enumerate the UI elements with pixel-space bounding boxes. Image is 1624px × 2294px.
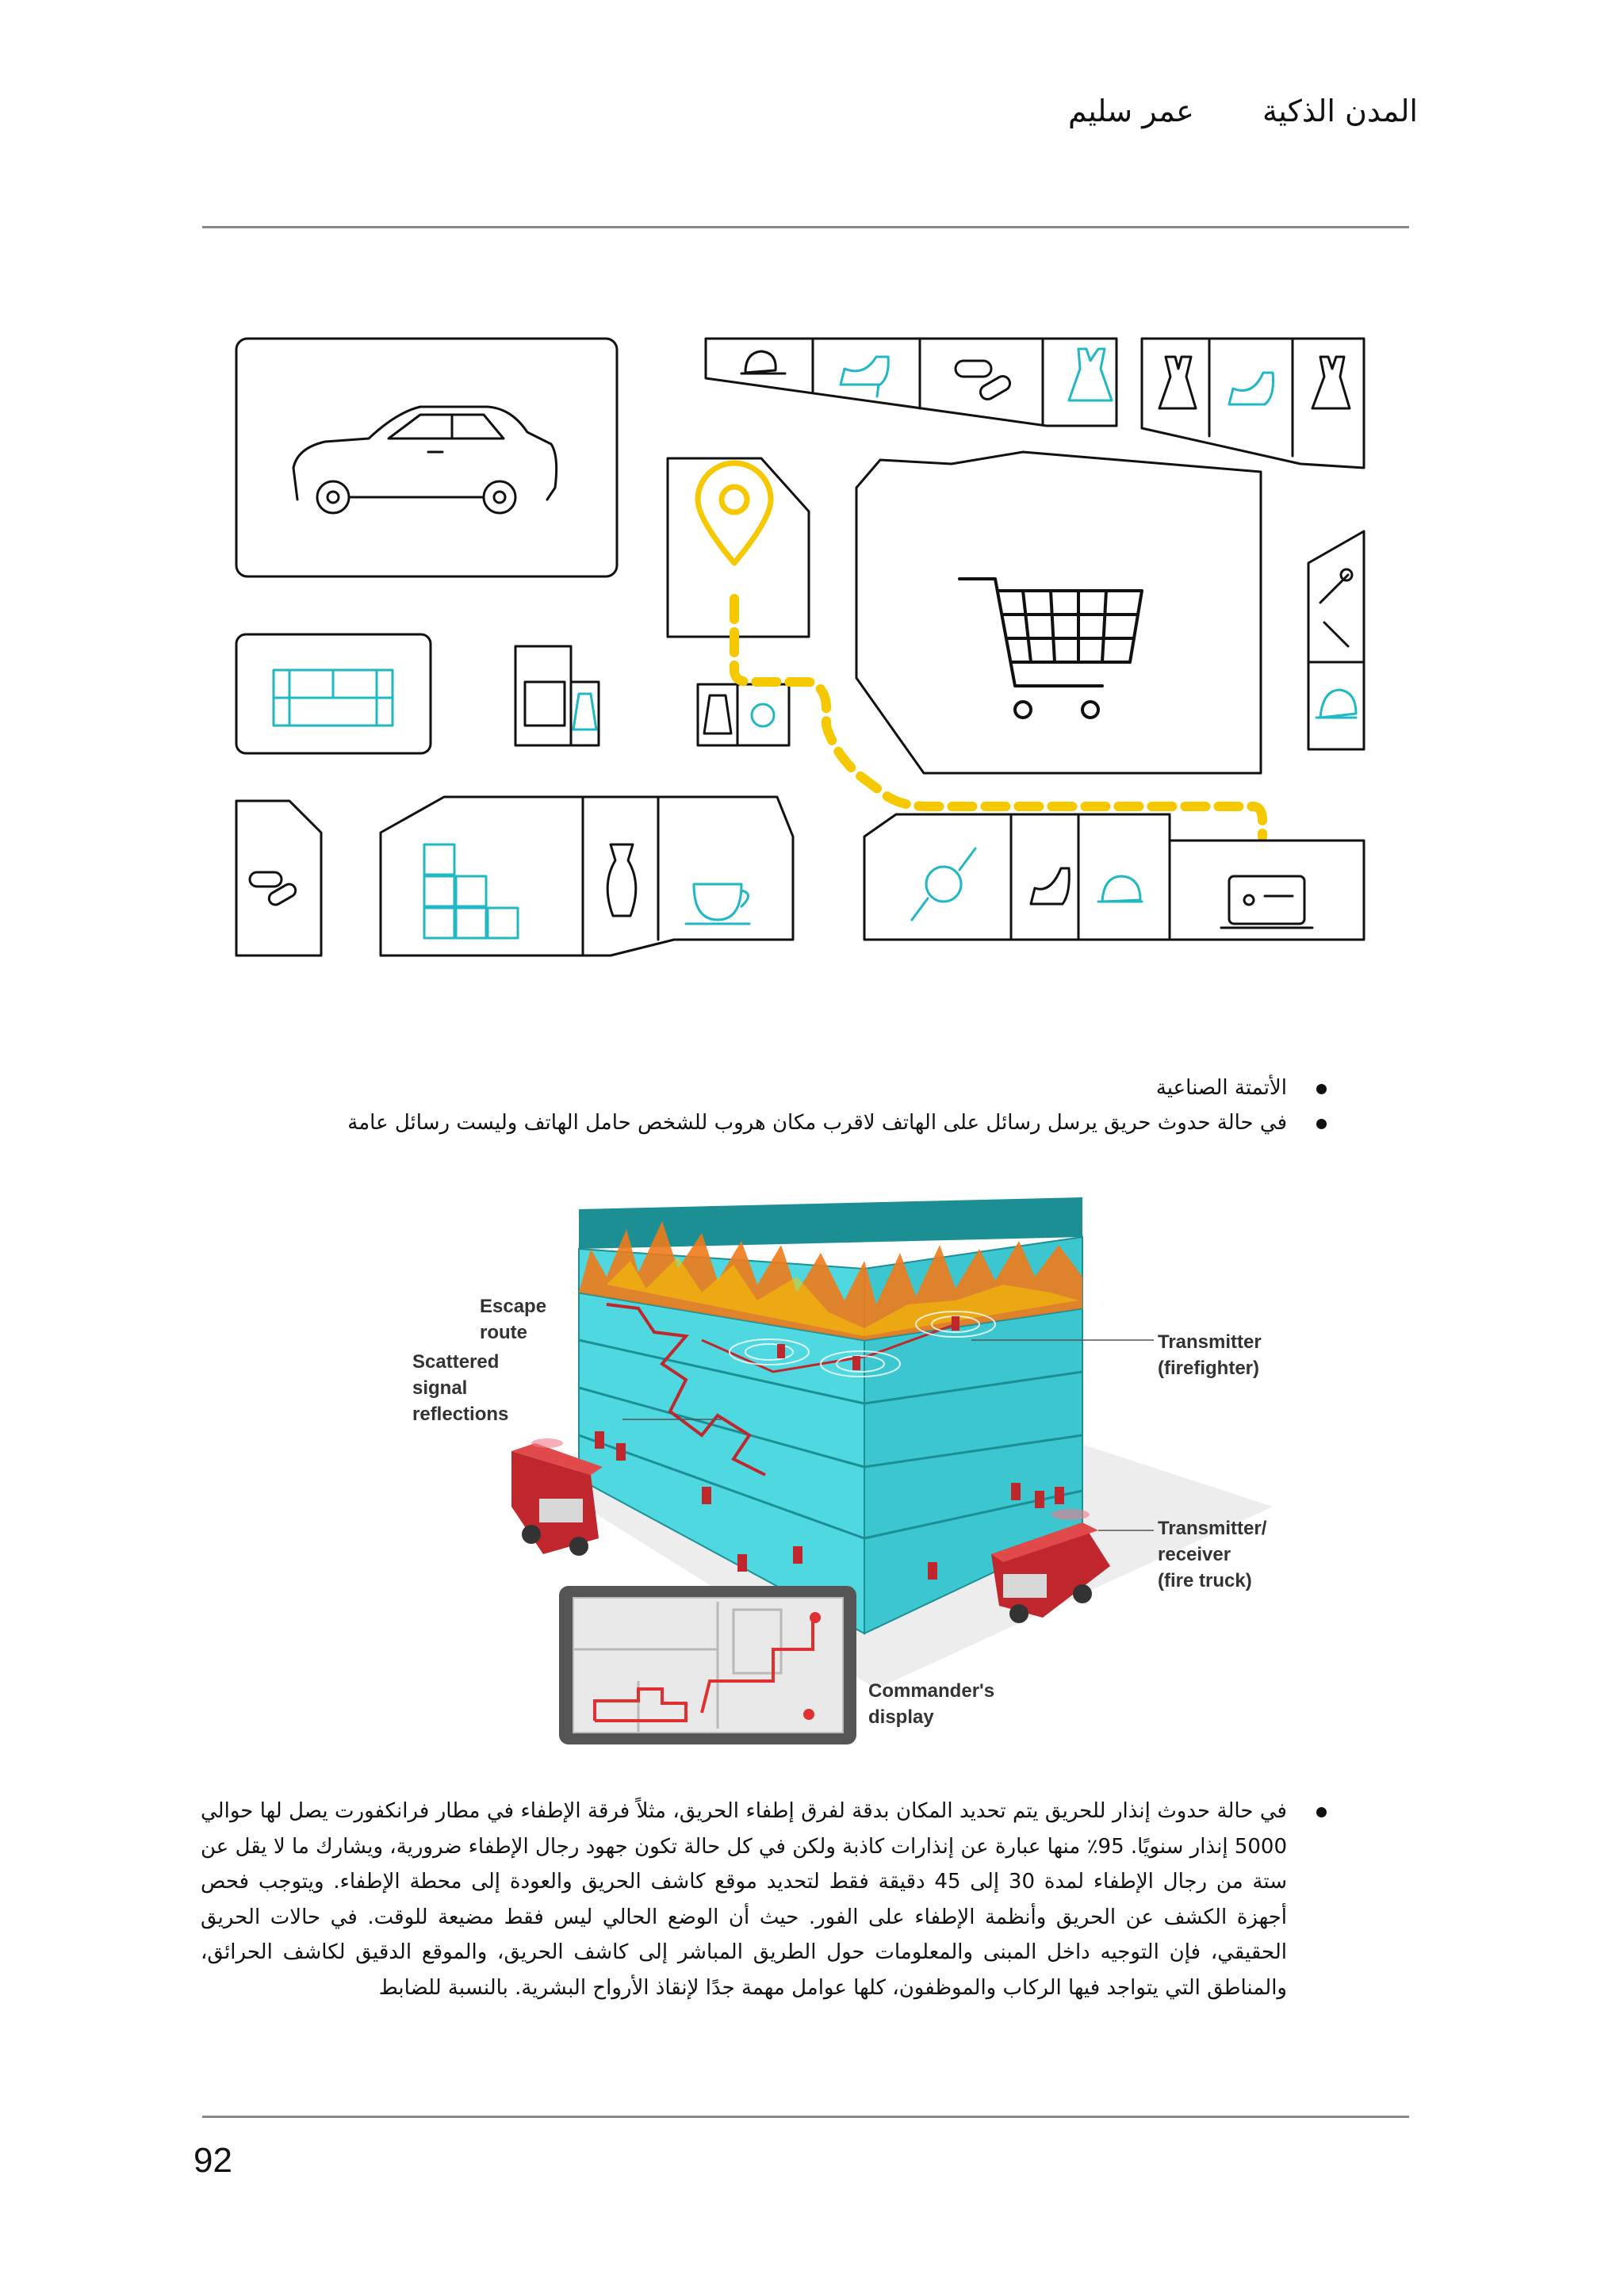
supermarket-block	[856, 452, 1261, 773]
fire-escape-illustration	[400, 1174, 1297, 1744]
screwdriver-icon	[1324, 622, 1348, 646]
label-escape-route-1: Escape	[480, 1296, 547, 1317]
running-header	[1068, 94, 1418, 128]
location-pin-icon	[698, 463, 771, 563]
cap-icon-2	[1316, 690, 1356, 718]
label-transmitter-truck-2: receiver	[1158, 1544, 1231, 1565]
dress-icon-3	[1312, 357, 1350, 408]
label-transmitter-ff-1: Transmitter	[1158, 1331, 1262, 1353]
commander-display	[559, 1586, 856, 1744]
label-commander-2: display	[868, 1706, 934, 1728]
label-transmitter-truck-1: Transmitter/	[1158, 1518, 1267, 1539]
dress-icon	[1069, 349, 1112, 400]
book-title: المدن الذكية	[1262, 94, 1418, 128]
cap-icon-3	[1098, 876, 1142, 902]
accessory-block	[698, 684, 789, 745]
cap-icon	[741, 351, 785, 373]
label-scattered-3: reflections	[412, 1404, 509, 1425]
page-number: 92	[193, 2141, 232, 2180]
wrench-icon	[1320, 569, 1352, 603]
bullet-list-bottom	[201, 1794, 1327, 2005]
author-name: عمر سليم	[1067, 94, 1194, 128]
bullet-item: الأتمتة الصناعية	[296, 1070, 1327, 1105]
dress-icon-5	[704, 695, 731, 733]
watch-icon	[752, 704, 774, 726]
car-icon	[293, 407, 557, 513]
bullet-item: في حالة حدوث حريق يرسل رسائل على الهاتف لاقرب مكان هروب للشخص حامل الهاتف وليست رسائل عامة	[296, 1105, 1327, 1140]
dress-icon-2	[1159, 357, 1196, 408]
body-paragraph: في حالة حدوث إنذار للحريق يتم تحديد المكان بدقة لفرق إطفاء الحريق، مثلاً فرقة الإطفاء في مطار فرانكفورت يصل لها حوالي 5000 إنذار سنويًا. 95٪ منها عبارة عن إنذارات كاذبة ولكن في كل حالة تكون جهود رجال الإطفاء ضرورية، ويشارك ما لا يقل عن ستة من رجال الإطفاء لمدة 30 إلى 45 دقيقة فقط لتحديد موقع كاشف الحريق والعودة إلى محطة الإطفاء. ويتوجب فحص أجهزة الكشف عن الحريق وأنظمة الإطفاء على الفور. حيث أن الوضع الحالي ليس فقط مضيعة للوقت. في حالات الحريق الحقيقي، فإن التوجيه داخل المبنى والمعلومات حول الطريق المباشر إلى كاشف الحريق، والموقع الدقيق لكاشف الحرائق، والمناطق التي يتواجد فيها الركاب والموظفون، كلها عوامل مهمة جدًا لإنقاذ الأرواح البشرية. بالنسبة للضابط	[201, 1794, 1327, 2005]
escape-route-path	[734, 599, 1262, 837]
label-commander-1: Commander's	[868, 1680, 995, 1702]
label-transmitter-ff-2: (firefighter)	[1158, 1358, 1259, 1379]
label-scattered-1: Scattered	[412, 1351, 500, 1373]
label-escape-route-2: route	[480, 1322, 527, 1343]
bullet-list-top	[296, 1070, 1327, 1140]
boxes-icon	[424, 844, 518, 938]
shopping-cart-icon	[959, 579, 1142, 718]
footer-rule	[202, 2116, 1409, 2118]
pill-icon	[956, 361, 1013, 402]
sofa-icon	[274, 670, 393, 726]
radio-icon	[1221, 876, 1312, 928]
heel-shoe-icon-3	[1031, 868, 1069, 904]
heel-shoe-icon	[841, 357, 888, 396]
header-rule	[202, 226, 1409, 228]
heel-shoe-icon-2	[1229, 373, 1274, 404]
indoor-navigation-map	[230, 329, 1388, 963]
label-transmitter-truck-3: (fire truck)	[1158, 1570, 1252, 1591]
pill-icon-2	[250, 872, 298, 907]
car-block	[236, 339, 617, 576]
watch-icon-2	[912, 848, 975, 920]
label-scattered-2: signal	[412, 1377, 468, 1399]
dress-icon-4	[573, 694, 596, 730]
vase-icon	[607, 844, 636, 916]
coffee-cup-icon	[686, 884, 749, 924]
wheat-icon	[525, 682, 565, 726]
